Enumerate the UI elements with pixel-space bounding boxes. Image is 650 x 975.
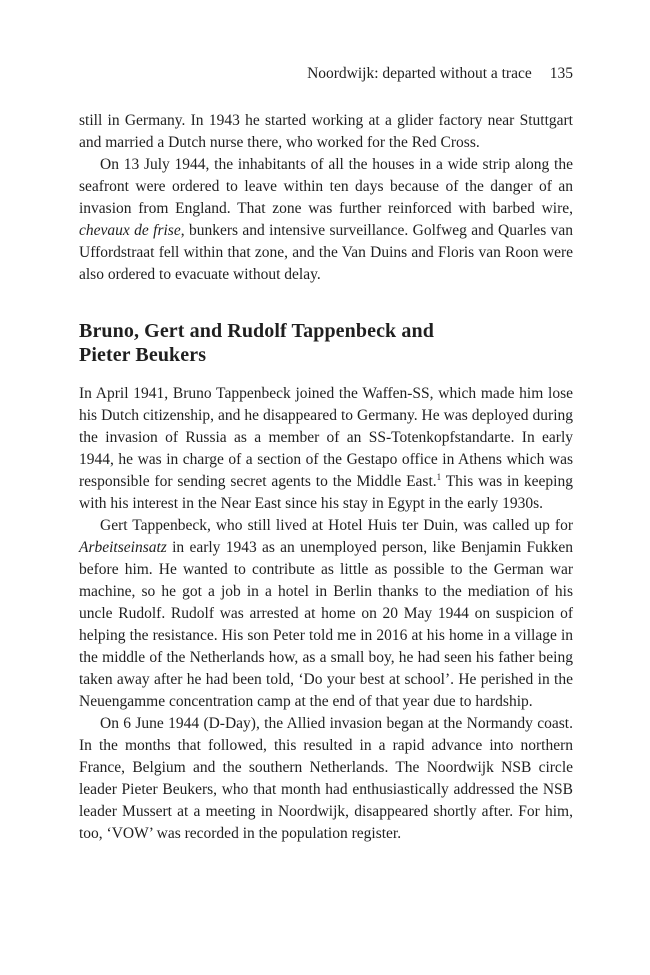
paragraph-evacuation — [79, 154, 573, 286]
text-run: On 13 July 1944, the inhabitants of all the houses in a wide strip along the seafront were ordered to leave within ten days because of the danger of an invasion from England. That zone was further reinforced with barbed wire, — [79, 156, 573, 217]
italic-term: Arbeitseinsatz — [79, 539, 167, 556]
paragraph-gert — [79, 515, 573, 713]
section-heading — [79, 319, 573, 367]
text-run: Gert Tappenbeck, who still lived at Hotel Huis ter Duin, was called up for — [100, 517, 573, 534]
footnote-marker: 1 — [436, 471, 442, 482]
italic-term: chevaux de frise — [79, 222, 181, 239]
running-head — [79, 60, 573, 88]
paragraph-continued: still in Germany. In 1943 he started working at a glider factory near Stuttgart and married a Dutch nurse there, who worked for the Red Cross. — [79, 112, 573, 151]
text-run: , bunkers and intensive surveillance. Golfweg and Quarles van Uffordstraat fell within that zone, and the Van Duins and Floris van Roon were also ordered to evacuate without delay. — [79, 222, 573, 283]
running-head-title: Noordwijk: departed without a trace — [307, 65, 532, 82]
section-heading-line-1: Bruno, Gert and Rudolf Tappenbeck and — [79, 320, 434, 342]
text-run: in early 1943 as an unemployed person, like Benjamin Fukken before him. He wanted to contribute as little as possible to the German war machine, so he got a job in a hotel in Berlin thanks to the mediation of his uncle Rudolf. Rudolf was arrested at home on 20 May 1944 on suspicion of helping the resistance. His son Peter told me in 2016 at his home in a village in the middle of the Netherlands how, as a small boy, he had seen his father being taken away after he had been told, ‘Do your best at school’. He perished in the Neuengamme concentration camp at the end of that year due to hardship. — [79, 539, 573, 710]
page-number: 135 — [549, 65, 573, 82]
section-heading-line-2: Pieter Beukers — [79, 344, 207, 366]
paragraph-dday: On 6 June 1944 (D-Day), the Allied invasion began at the Normandy coast. In the months that followed, this resulted in a rapid advance into northern France, Belgium and the southern Netherlands. The Noordwijk NSB circle leader Pieter Beukers, who that month had enthusiastically addressed the NSB leader Mussert at a meeting in Noordwijk, disappeared shortly after. For him, too, ‘VOW’ was recorded in the population register. — [79, 715, 573, 842]
text-run: In April 1941, Bruno Tappenbeck joined the Waffen-SS, which made him lose his Dutch citizenship, and he disappeared to Germany. He was deployed during the invasion of Russia as a member of an SS-Totenkopfstandarte. In early 1944, he was in charge of a section of the Gestapo office in Athens which was responsible for sending secret agents to the Middle East. — [79, 385, 573, 490]
text-run: This was in keeping with his interest in the Near East since his stay in Egypt in the early 1930s. — [79, 473, 573, 512]
book-page — [79, 60, 573, 845]
paragraph-bruno — [79, 383, 573, 515]
